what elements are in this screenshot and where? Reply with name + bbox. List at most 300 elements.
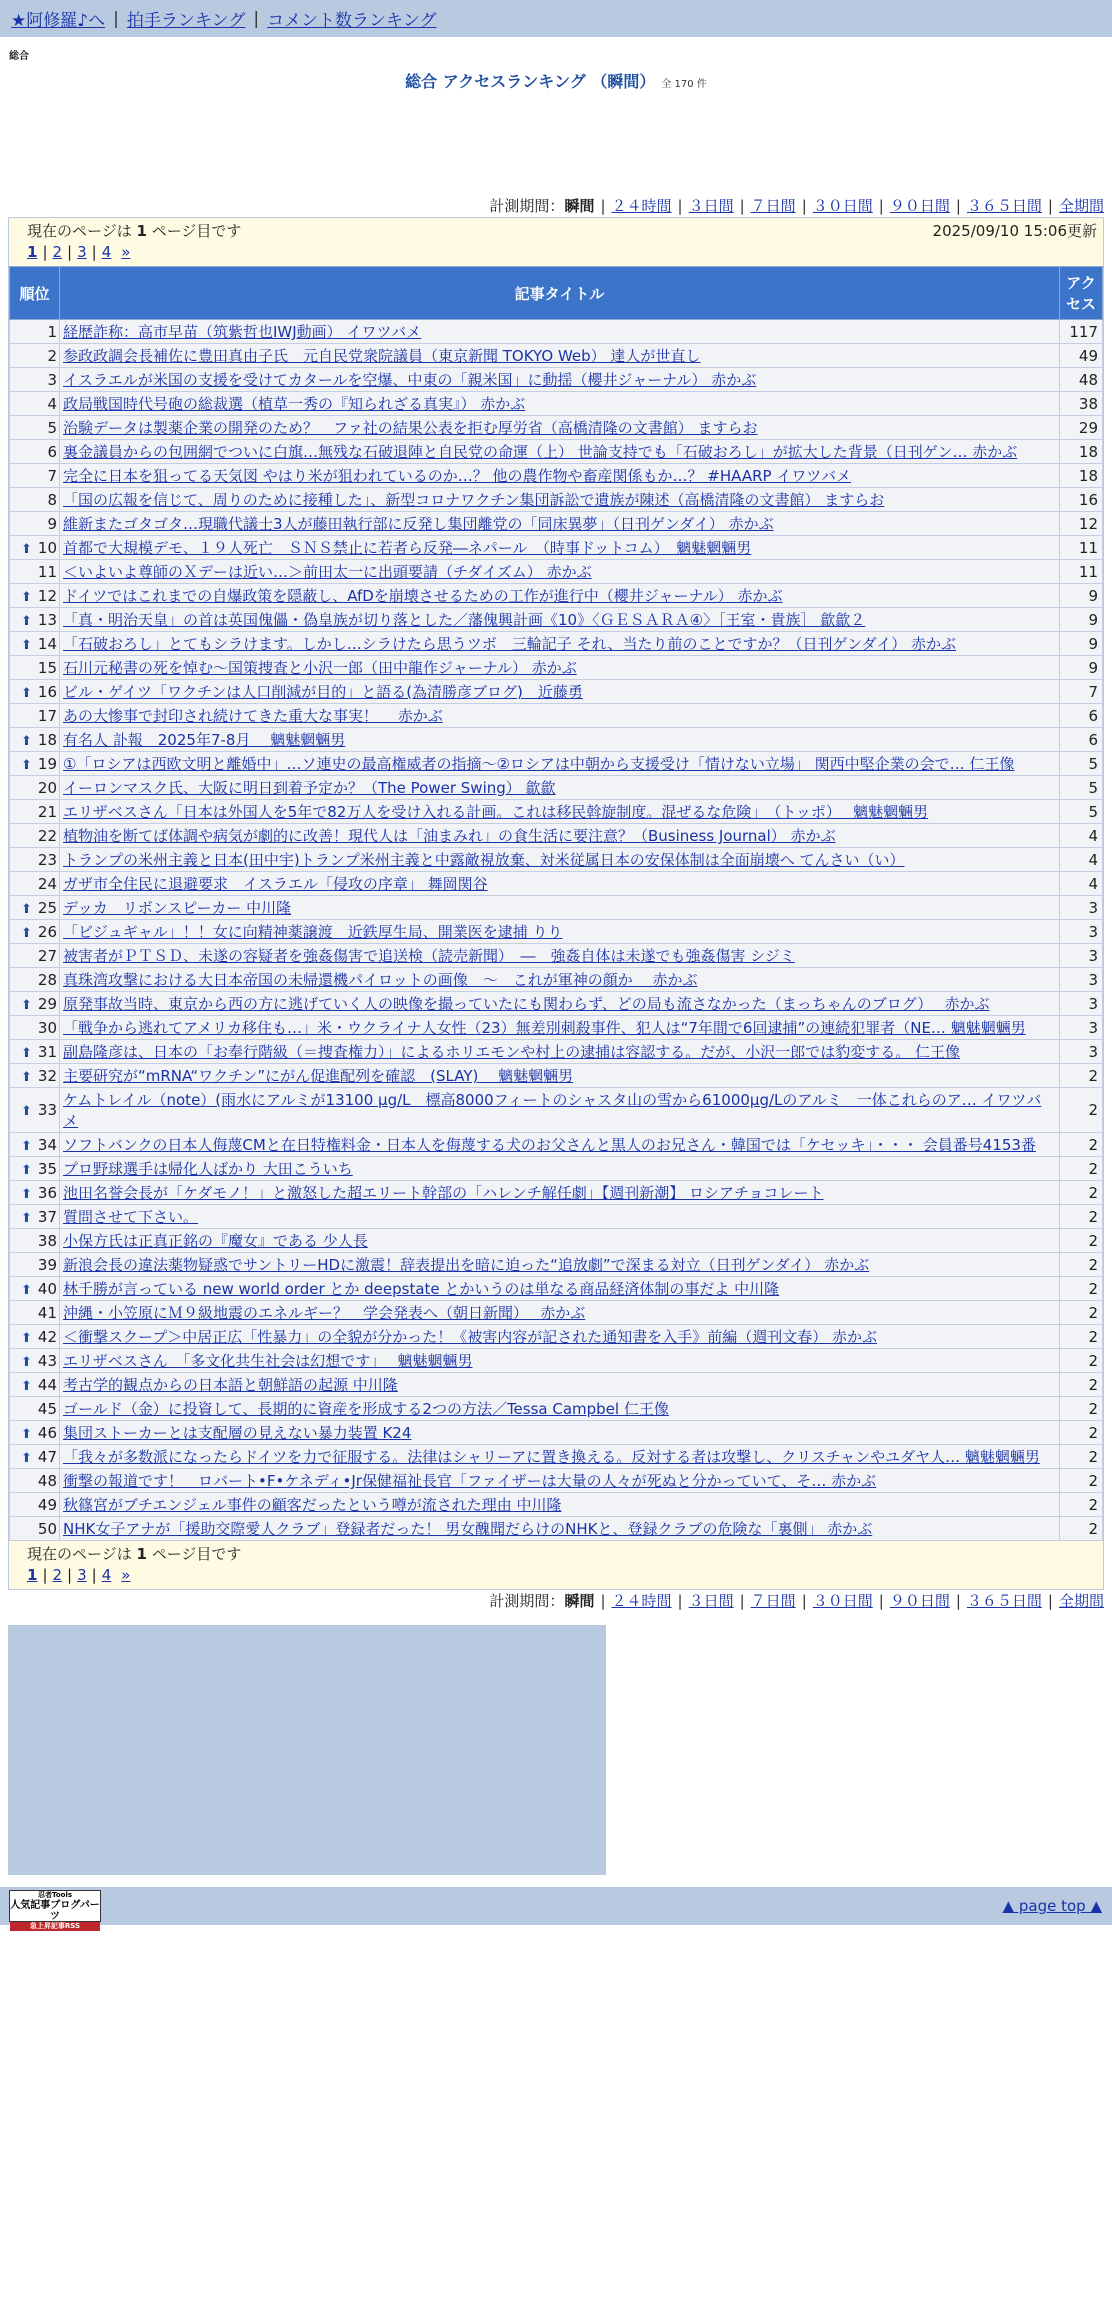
rank-number: 16 [37,682,57,701]
article-link[interactable]: ケムトレイル（note）(雨水にアルミが13100 μg/L 標高8000フィートのシャスタ山の雪から61000μg/Lのアルミ 一体これらのア… イワツバメ [63,1091,1042,1130]
period-selector-bottom [0,1590,1112,1612]
access-count: 2 [1060,1064,1103,1088]
article-link[interactable]: 集団ストーカーとは支配層の見えない暴力装置 K24 [63,1424,412,1442]
access-count: 6 [1060,704,1103,728]
rank-cell [10,1397,60,1421]
article-link[interactable]: 有名人 訃報 2025年7-8月 魑魅魍魎男 [63,731,346,749]
arrow-up-icon: ⬆ [21,925,32,941]
arrow-up-icon: ⬆ [21,541,32,557]
current-page-number: 1 [136,222,147,240]
page-link-3[interactable]: 3 [77,243,87,261]
access-count: 9 [1060,632,1103,656]
article-link[interactable]: ＜いよいよ尊師のＸデーは近い…＞前田太一に出頭要請（チダイズム） 赤かぶ [63,563,592,581]
title-cell [60,344,1060,368]
article-link[interactable]: 経歴詐称：高市早苗（筑紫哲也IWJ動画） イワツバメ [63,323,422,341]
table-row [10,1088,1103,1133]
rank-cell [10,560,60,584]
title-cell [60,920,1060,944]
article-link[interactable]: 政局戦国時代号砲の総裁選（植草一秀の『知られざる真実』） 赤かぶ [63,395,526,413]
access-count: 9 [1060,656,1103,680]
article-link[interactable]: 沖縄・小笠原にＭ９級地震のエネルギー？ 学会発表へ（朝日新聞） 赤かぶ [63,1304,586,1322]
article-link[interactable]: 「ビジュギャル」！！女に向精神薬譲渡 近鉄厚生局、開業医を逮捕 りり [63,923,563,941]
access-count: 2 [1060,1469,1103,1493]
article-link[interactable]: 秋篠宮がブチエンジェル事件の顧客だったという噂が流された理由 中川隆 [63,1496,562,1514]
table-row [10,1205,1103,1229]
article-link[interactable]: 林千勝が言っている new world order とか deepstate とかいうのは単なる商品経済体制の事だよ 中川隆 [63,1280,780,1298]
article-link[interactable]: 原発事故当時、東京から西の方に逃げていく人の映像を撮っていたにも関わらず、どの局も流さなかった（まっちゃんのブログ） 赤かぶ [63,995,990,1013]
access-count: 2 [1060,1349,1103,1373]
table-row [10,1181,1103,1205]
rank-cell [10,1064,60,1088]
nav-home-link[interactable]: ★阿修羅♪へ [11,11,106,31]
rank-number: 43 [37,1351,57,1370]
title-cell [60,1277,1060,1301]
table-row [10,1493,1103,1517]
rank-number: 24 [37,874,57,893]
table-row [10,536,1103,560]
period-selector-top [0,195,1112,217]
total-count: 全 170 件 [661,79,707,90]
table-row [10,464,1103,488]
title-cell [60,1040,1060,1064]
table-row [10,416,1103,440]
access-count: 3 [1060,1016,1103,1040]
title-cell [60,776,1060,800]
access-count: 7 [1060,680,1103,704]
access-count: 29 [1060,416,1103,440]
table-row [10,1229,1103,1253]
arrow-up-icon: ⬆ [21,637,32,653]
rank-number: 30 [37,1018,57,1037]
title-cell [60,440,1060,464]
table-row [10,1133,1103,1157]
title-cell [60,1445,1060,1469]
table-row [10,968,1103,992]
page-link-4[interactable]: 4 [101,1566,112,1584]
article-link[interactable]: ビル・ゲイツ「ワクチンは人口削減が目的」と語る(為清勝彦ブログ) 近藤勇 [63,683,583,701]
period-link-6[interactable]: 全期間 [1058,1592,1104,1610]
article-link[interactable]: 参政政調会長補佐に豊田真由子氏 元自民党衆院議員（東京新聞 TOKYO Web） 達人が世直し [63,347,701,365]
title-cell [60,1088,1060,1133]
article-link[interactable]: ①「ロシアは西欧文明と離婚中」…ソ連史の最高権威者の指摘〜②ロシアは中朝から支援受け「情けない立場」 関西中堅企業の会で… 仁王像 [63,755,1015,773]
period-link-2[interactable]: ７日間 [750,1592,796,1610]
rank-cell [10,704,60,728]
rank-number: 32 [37,1066,57,1085]
rank-number: 2 [47,346,57,365]
title-cell [60,536,1060,560]
rank-number: 48 [37,1471,57,1490]
period-separator: | [878,1592,884,1610]
rank-cell [10,752,60,776]
updated-timestamp: 2025/09/10 15:06更新 [932,222,1097,240]
access-count: 2 [1060,1181,1103,1205]
period-link-4[interactable]: ９０日間 [889,1592,950,1610]
title-cell [60,560,1060,584]
nav-comment-ranking-link[interactable]: コメント数ランキング [267,11,437,31]
access-count: 2 [1060,1445,1103,1469]
article-link[interactable]: 治験データは製薬企業の開発のため？ ファ社の結果公表を拒む厚労省（高橋清隆の文書館） ますらお [63,419,758,437]
title-cell [60,1373,1060,1397]
article-link[interactable]: 「我々が多数派になったらドイツを力で征服する。法律はシャリーアに置き換える。反対する者は攻撃し、クリスチャンやユダヤ人… 魑魅魍魎男 [63,1448,1040,1466]
title-cell [60,1181,1060,1205]
arrow-up-icon: ⬆ [21,1354,32,1370]
rank-number: 25 [37,898,57,917]
rank-cell [10,1373,60,1397]
period-link-0[interactable]: ２４時間 [611,1592,672,1610]
access-count: 2 [1060,1493,1103,1517]
page-separator: | [67,243,73,261]
arrow-up-icon: ⬆ [21,1069,32,1085]
page-link-1[interactable]: 1 [27,243,38,261]
period-separator: | [677,197,683,215]
page-link-3[interactable]: 3 [77,1566,87,1584]
article-link[interactable]: 石川元秘書の死を悼む〜国策捜査と小沢一郎（田中龍作ジャーナル） 赤かぶ [63,659,577,677]
access-count: 11 [1060,560,1103,584]
period-current: 瞬間 [564,197,595,215]
article-link[interactable]: エリザベスさん 「多文化共生社会は幻想です」 魑魅魍魎男 [63,1352,473,1370]
article-link[interactable]: イーロンマスク氏、大阪に明日到着予定か？（The Power Swing） 歙歙 [63,779,556,797]
title-cell [60,512,1060,536]
title-cell [60,1301,1060,1325]
ad-area [8,1625,606,1875]
article-link[interactable]: ＜衝撃スクープ＞中居正広「性暴力」の全貌が分かった！《被害内容が記された通知書を入手》前編（週刊文春） 赤かぶ [63,1328,878,1346]
rank-number: 41 [37,1303,57,1322]
article-link[interactable]: トランプの米州主義と日本(田中宇)トランプ米州主義と中露敵視放棄、対米従属日本の安保体制は全面崩壊へ てんさい（い） [63,851,905,869]
article-link[interactable]: 「真・明治天皇」の首は英国傀儡・偽皇族が切り落とした／藩傀興計画《10》〈ＧＥＳＡＲＡ④〉［王室・貴族］ 歙歙２ [63,611,866,629]
table-row [10,800,1103,824]
arrow-up-icon: ⬆ [21,685,32,701]
table-row [10,1421,1103,1445]
top-nav [0,0,1112,37]
table-header-row [10,267,1103,320]
period-label: 計測期間： [489,197,565,215]
table-row [10,1517,1103,1541]
access-count: 2 [1060,1517,1103,1541]
arrow-up-icon: ⬆ [21,589,32,605]
table-row [10,1349,1103,1373]
rank-number: 34 [37,1135,57,1154]
article-link[interactable]: 小保方氏は正真正銘の『魔女』である 少人長 [63,1232,368,1250]
article-link[interactable]: 首都で大規模デモ、１９人死亡 ＳＮＳ禁止に若者ら反発―ネパール （時事ドットコム） 魑魅魍魎男 [63,539,752,557]
col-title-header: 記事タイトル [60,267,1060,320]
table-row [10,1016,1103,1040]
period-separator: | [739,1592,745,1610]
period-separator: | [1047,197,1053,215]
table-row [10,1040,1103,1064]
rank-number: 13 [37,610,57,629]
title-cell [60,1064,1060,1088]
arrow-up-icon: ⬆ [21,1162,32,1178]
col-rank-header: 順位 [10,267,60,320]
access-count: 3 [1060,1040,1103,1064]
next-page-link[interactable]: » [121,243,131,261]
rank-cell [10,848,60,872]
table-row [10,1277,1103,1301]
next-page-link[interactable]: » [121,1566,131,1584]
article-link[interactable]: 主要研究が“mRNA“ワクチン”にがん促進配列を確認 (SLAY) 魑魅魍魎男 [63,1067,574,1085]
rank-number: 1 [47,322,57,341]
article-link[interactable]: ガザ市全住民に退避要求 イスラエル「侵攻の序章」 舞岡関谷 [63,875,488,893]
rank-cell [10,968,60,992]
page-info-pre: 現在のページは [27,1545,132,1563]
rank-cell [10,536,60,560]
period-separator: | [739,197,745,215]
rank-number: 37 [37,1207,57,1226]
title-cell [60,824,1060,848]
article-link[interactable]: あの大惨事で封印され続けてきた重大な事実！ 赤かぶ [63,707,443,725]
rank-cell [10,680,60,704]
title-cell [60,1205,1060,1229]
table-row [10,1325,1103,1349]
rank-cell [10,1445,60,1469]
access-count: 4 [1060,824,1103,848]
arrow-up-icon: ⬆ [21,1186,32,1202]
article-link[interactable]: 植物油を断てば体調や病気が劇的に改善！現代人は「油まみれ」の食生活に要注意？（Business Journal） 赤かぶ [63,827,836,845]
page-link-4[interactable]: 4 [101,243,112,261]
rank-number: 23 [37,850,57,869]
title-cell [60,752,1060,776]
title-cell [60,800,1060,824]
arrow-up-icon: ⬆ [21,1378,32,1394]
table-row [10,392,1103,416]
article-link[interactable]: 維新またゴタゴタ…現職代議士3人が藤田執行部に反発し集団離党の「同床異夢」（日刊ゲンダイ） 赤かぶ [63,515,774,533]
rank-cell [10,728,60,752]
rank-cell [10,1181,60,1205]
title-cell [60,584,1060,608]
pagination-bottom [27,1566,1097,1584]
table-row [10,1397,1103,1421]
table-row [10,680,1103,704]
title-cell [60,1133,1060,1157]
table-row [10,320,1103,344]
page-link-2[interactable]: 2 [52,243,63,261]
article-link[interactable]: 被害者がＰＴＳＤ、未遂の容疑者を強姦傷害で追送検（読売新聞） ― 強姦自体は未遂でも強姦傷害 シジミ [63,947,795,965]
table-row [10,1157,1103,1181]
period-separator: | [878,197,884,215]
title-cell [60,1421,1060,1445]
rank-cell [10,320,60,344]
article-link[interactable]: 真珠湾攻撃における大日本帝国の未帰還機パイロットの画像 〜 これが軍神の顔か 赤かぶ [63,971,698,989]
title-cell [60,1325,1060,1349]
article-link[interactable]: 池田名誉会長が「ケダモノ！」と激怒した超エリート幹部の「ハレンチ解任劇」【週刊新潮】 ロシアチョコレート [63,1184,824,1202]
rank-number: 3 [47,370,57,389]
access-count: 6 [1060,728,1103,752]
rank-number: 17 [37,706,57,725]
rank-number: 26 [37,922,57,941]
period-link-1[interactable]: ３日間 [688,1592,734,1610]
page-info-bottom [9,1541,1103,1589]
access-count: 2 [1060,1301,1103,1325]
rank-number: 8 [47,490,57,509]
ninja-tools-badge[interactable] [9,1890,101,1930]
table-row [10,824,1103,848]
title-cell [60,488,1060,512]
page-separator: | [91,1566,97,1584]
title-cell [60,1016,1060,1040]
article-link[interactable]: 完全に日本を狙ってる天気図 やはり米が狙われているのか…？ 他の農作物や畜産関係もか…？ #HAARP イワツバメ [63,467,852,485]
article-link[interactable]: ゴールド（金）に投資して、長期的に資産を形成する2つの方法／Tessa Campbel 仁王像 [63,1400,669,1418]
rank-cell [10,1133,60,1157]
title-cell [60,896,1060,920]
table-row [10,1469,1103,1493]
title-cell [60,368,1060,392]
rank-cell [10,1205,60,1229]
arrow-up-icon: ⬆ [21,1426,32,1442]
period-separator: | [955,1592,961,1610]
period-link-3[interactable]: ３０日間 [812,1592,873,1610]
title-cell [60,968,1060,992]
rank-cell [10,1157,60,1181]
rank-cell [10,1421,60,1445]
period-link-1[interactable]: ３日間 [688,197,734,215]
article-link[interactable]: NHK女子アナが「援助交際愛人クラブ」登録者だった！ 男女醜聞だらけのNHKと、登録クラブの危険な「裏側」 赤かぶ [63,1520,873,1538]
article-link[interactable]: 「石破おろし」とてもシラけます。しかし…シラけたら思うツボ 三輪記子 それ、当たり前のことですか？（日刊ゲンダイ） 赤かぶ [63,635,957,653]
article-link[interactable]: エリザベスさん「日本は外国人を5年で82万人を受け入れる計画。これは移民斡旋制度。混ぜるな危険」 （トッポ） 魑魅魍魎男 [63,803,929,821]
arrow-up-icon: ⬆ [21,1450,32,1466]
title-cell [60,680,1060,704]
rank-number: 20 [37,778,57,797]
period-separator: | [600,197,606,215]
rank-number: 9 [47,514,57,533]
article-link[interactable]: ドイツではこれまでの自爆政策を隠蔽し、AfDを崩壊させるための工作が進行中（櫻井ジャーナル） 赤かぶ [63,587,783,605]
rank-number: 39 [37,1255,57,1274]
title-cell [60,872,1060,896]
rank-number: 35 [37,1159,57,1178]
article-link[interactable]: イスラエルが米国の支援を受けてカタールを空爆、中東の「親米国」に動揺（櫻井ジャーナル） 赤かぶ [63,371,757,389]
rank-number: 46 [37,1423,57,1442]
table-row [10,488,1103,512]
rank-cell [10,1277,60,1301]
access-count: 2 [1060,1277,1103,1301]
table-row [10,344,1103,368]
article-link[interactable]: 裏金議員からの包囲網でついに白旗…無残な石破退陣と自民党の命運（上） 世論支持でも「石破おろし」が拡大した背景（日刊ゲン… 赤かぶ [63,443,1018,461]
access-count: 5 [1060,752,1103,776]
title-cell [60,416,1060,440]
table-row [10,728,1103,752]
table-row [10,1253,1103,1277]
rank-cell [10,464,60,488]
footer [0,1887,1112,1930]
period-link-0[interactable]: ２４時間 [611,197,672,215]
title-cell [60,1253,1060,1277]
article-link[interactable]: ソフトバンクの日本人侮蔑CMと在日特権料金・日本人を侮蔑する犬のお父さんと黒人のお兄さん・韓国では「ケセッキ」・・・ 会員番号4153番 [63,1136,1036,1154]
article-link[interactable]: 新浪会長の違法薬物疑惑でサントリーHDに激震！辞表提出を暗に迫った“追放劇”で深まる対立（日刊ゲンダイ） 赤かぶ [63,1256,870,1274]
article-link[interactable]: プロ野球選手は帰化人ばかり 大田こういち [63,1160,353,1178]
rank-cell [10,1517,60,1541]
arrow-up-icon: ⬆ [21,997,32,1013]
category-label: 総合 [9,51,29,62]
arrow-up-icon: ⬆ [21,1330,32,1346]
title-cell [60,1349,1060,1373]
rank-cell [10,392,60,416]
rank-number: 5 [47,418,57,437]
arrow-up-icon: ⬆ [21,1138,32,1154]
article-link[interactable]: 「国の広報を信じて、周りのために接種した」、新型コロナワクチン集団訴訟で遺族が陳述（高橋清隆の文書館） ますらお [63,491,885,509]
title-cell [60,1397,1060,1421]
article-link[interactable]: デッカ リボンスピーカー 中川隆 [63,899,292,917]
ranking-container [8,217,1104,1590]
article-link[interactable]: 考古学的観点からの日本語と朝鮮語の起源 中川隆 [63,1376,398,1394]
rank-number: 7 [47,466,57,485]
rank-number: 11 [37,562,57,581]
table-row [10,440,1103,464]
period-link-3[interactable]: ３０日間 [812,197,873,215]
access-count: 18 [1060,440,1103,464]
arrow-up-icon: ⬆ [21,1282,32,1298]
rank-number: 28 [37,970,57,989]
page-title [0,69,1112,95]
access-count: 4 [1060,872,1103,896]
access-count: 117 [1060,320,1103,344]
table-row [10,512,1103,536]
access-count: 9 [1060,584,1103,608]
page-link-2[interactable]: 2 [52,1566,63,1584]
table-row [10,896,1103,920]
article-link[interactable]: 副島隆彦は、日本の「お奉行階級（＝捜査権力）」によるホリエモンや村上の逮捕は容認する。だが、小沢一郎では豹変する。 仁王像 [63,1043,960,1061]
arrow-up-icon: ⬆ [21,613,32,629]
page-top-link[interactable]: ▲ page top ▲ [1002,1897,1102,1915]
access-count: 18 [1060,464,1103,488]
period-label: 計測期間： [489,1592,565,1610]
page-link-1[interactable]: 1 [27,1566,38,1584]
title-cell [60,656,1060,680]
access-count: 2 [1060,1397,1103,1421]
access-count: 5 [1060,800,1103,824]
access-count: 12 [1060,512,1103,536]
access-count: 3 [1060,992,1103,1016]
rank-number: 14 [37,634,57,653]
rank-cell [10,416,60,440]
rank-cell [10,920,60,944]
period-link-2[interactable]: ７日間 [750,197,796,215]
period-link-5[interactable]: ３６５日間 [966,1592,1042,1610]
title-cell [60,992,1060,1016]
access-count: 2 [1060,1373,1103,1397]
access-count: 2 [1060,1088,1103,1133]
rank-cell [10,1088,60,1133]
rank-number: 42 [37,1327,57,1346]
rank-cell [10,1229,60,1253]
period-link-5[interactable]: ３６５日間 [966,197,1042,215]
article-link[interactable]: 「戦争から逃れてアメリカ移住も…」米・ウクライナ人女性（23）無差別刺殺事件、犯人は“7年間で6回逮捕”の連続犯罪者（NE… 魑魅魍魎男 [63,1019,1026,1037]
rank-number: 18 [37,730,57,749]
access-count: 38 [1060,392,1103,416]
rank-cell [10,440,60,464]
access-count: 2 [1060,1133,1103,1157]
period-separator: | [955,197,961,215]
ranking-table [9,266,1103,1541]
period-link-4[interactable]: ９０日間 [889,197,950,215]
period-link-6[interactable]: 全期間 [1058,197,1104,215]
ninja-badge-mid: 人気記事ブログパーツ [10,1900,100,1922]
rank-cell [10,1493,60,1517]
nav-applause-ranking-link[interactable]: 拍手ランキング [126,11,246,31]
table-row [10,584,1103,608]
article-link[interactable]: 質問させて下さい。 [63,1208,199,1226]
article-link[interactable]: 衝撃の報道です！ ロバート•F•ケネディ•Jr保健福祉長官「ファイザーは大量の人々が死ぬと分かっていて、そ… 赤かぶ [63,1472,877,1490]
table-row [10,1373,1103,1397]
rank-number: 40 [37,1279,57,1298]
period-separator: | [801,1592,807,1610]
access-count: 3 [1060,968,1103,992]
rank-number: 22 [37,826,57,845]
current-page-number: 1 [136,1545,147,1563]
rank-number: 33 [37,1101,57,1119]
rank-cell [10,1016,60,1040]
rank-number: 12 [37,586,57,605]
rank-cell [10,1040,60,1064]
access-count: 3 [1060,920,1103,944]
